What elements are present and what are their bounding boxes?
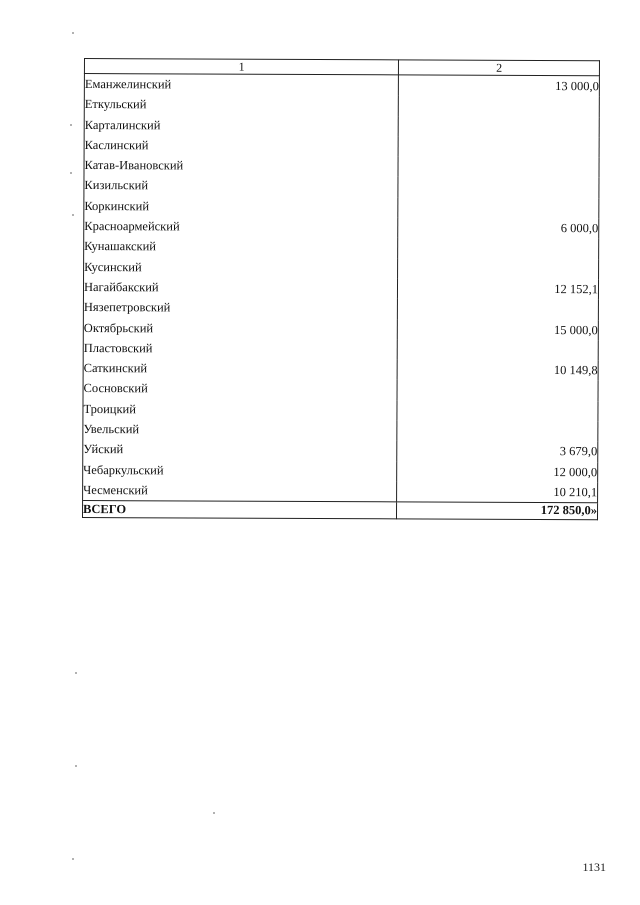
scan-speck (213, 812, 215, 814)
scan-speck (70, 124, 72, 126)
district-name: Чесменский (83, 480, 398, 502)
district-value (397, 400, 598, 421)
table-row (84, 74, 599, 97)
table-row (83, 318, 598, 341)
table-row (84, 257, 599, 280)
district-value: 6 000,0 (398, 217, 599, 238)
table-row (84, 94, 599, 117)
scan-speck (70, 172, 72, 174)
district-name: Каслинский (84, 135, 399, 157)
district-value (399, 96, 600, 117)
district-value (398, 339, 599, 360)
district-value (398, 258, 599, 279)
district-name: Карталинский (84, 115, 399, 137)
total-row (82, 501, 597, 520)
table-row (83, 480, 598, 503)
district-name: Нязепетровский (83, 297, 398, 319)
district-value (398, 177, 599, 198)
table-row (83, 399, 598, 422)
table-row (83, 297, 598, 320)
scan-speck (75, 672, 77, 674)
district-name: Катав-Ивановский (84, 155, 399, 177)
table-row (83, 460, 598, 483)
table-row (84, 175, 599, 198)
district-value: 13 000,0 (399, 75, 600, 97)
scan-speck (72, 32, 74, 34)
table-row (83, 277, 598, 300)
district-name: Коркинский (84, 196, 399, 218)
district-value (398, 197, 599, 218)
table-row (83, 358, 598, 381)
table-row (84, 236, 599, 259)
table-row (84, 196, 599, 219)
total-value: 172 850,0» (397, 502, 598, 520)
district-name: Октябрьский (83, 318, 398, 340)
district-name: Саткинский (83, 358, 398, 380)
district-value (398, 299, 599, 320)
table-row (84, 115, 599, 138)
district-value (398, 136, 599, 157)
district-name: Троицкий (83, 399, 398, 421)
column-header-1: 1 (84, 59, 398, 75)
district-name: Увельский (83, 419, 398, 441)
table-row (83, 439, 598, 462)
district-name: Нагайбакский (83, 277, 398, 299)
district-value (397, 420, 598, 441)
district-name: Красноармейский (84, 216, 399, 238)
district-value: 12 152,1 (398, 278, 599, 299)
district-value: 3 679,0 (397, 441, 598, 462)
table-row (83, 338, 598, 361)
district-value (399, 116, 600, 137)
district-name: Кунашакский (84, 236, 399, 258)
table-row (83, 419, 598, 442)
table-row (84, 216, 599, 239)
district-name: Еткульский (84, 94, 399, 116)
district-value (398, 157, 599, 178)
district-value: 12 000,0 (397, 461, 598, 482)
district-name: Пластовский (83, 338, 398, 360)
district-value (397, 380, 598, 401)
district-name: Чебаркульский (83, 460, 398, 482)
district-name: Уйский (83, 439, 398, 461)
district-name: Сосновский (83, 378, 398, 400)
table-row (84, 155, 599, 178)
district-value: 10 149,8 (398, 360, 599, 381)
district-value: 15 000,0 (398, 319, 599, 340)
scan-speck (75, 765, 77, 767)
scan-speck (72, 858, 74, 860)
district-value: 10 210,1 (397, 481, 598, 503)
district-name: Кизильский (84, 175, 399, 197)
table-row (83, 378, 598, 401)
total-label: ВСЕГО (82, 501, 396, 519)
table-row (84, 135, 599, 158)
page-number: 1131 (582, 860, 606, 874)
column-header-2: 2 (399, 60, 600, 76)
table-body (82, 74, 599, 520)
district-value (398, 238, 599, 259)
district-name: Кусинский (84, 257, 399, 279)
scan-speck (72, 214, 74, 216)
district-name: Еманжелинский (84, 74, 399, 96)
budget-table (82, 58, 600, 520)
